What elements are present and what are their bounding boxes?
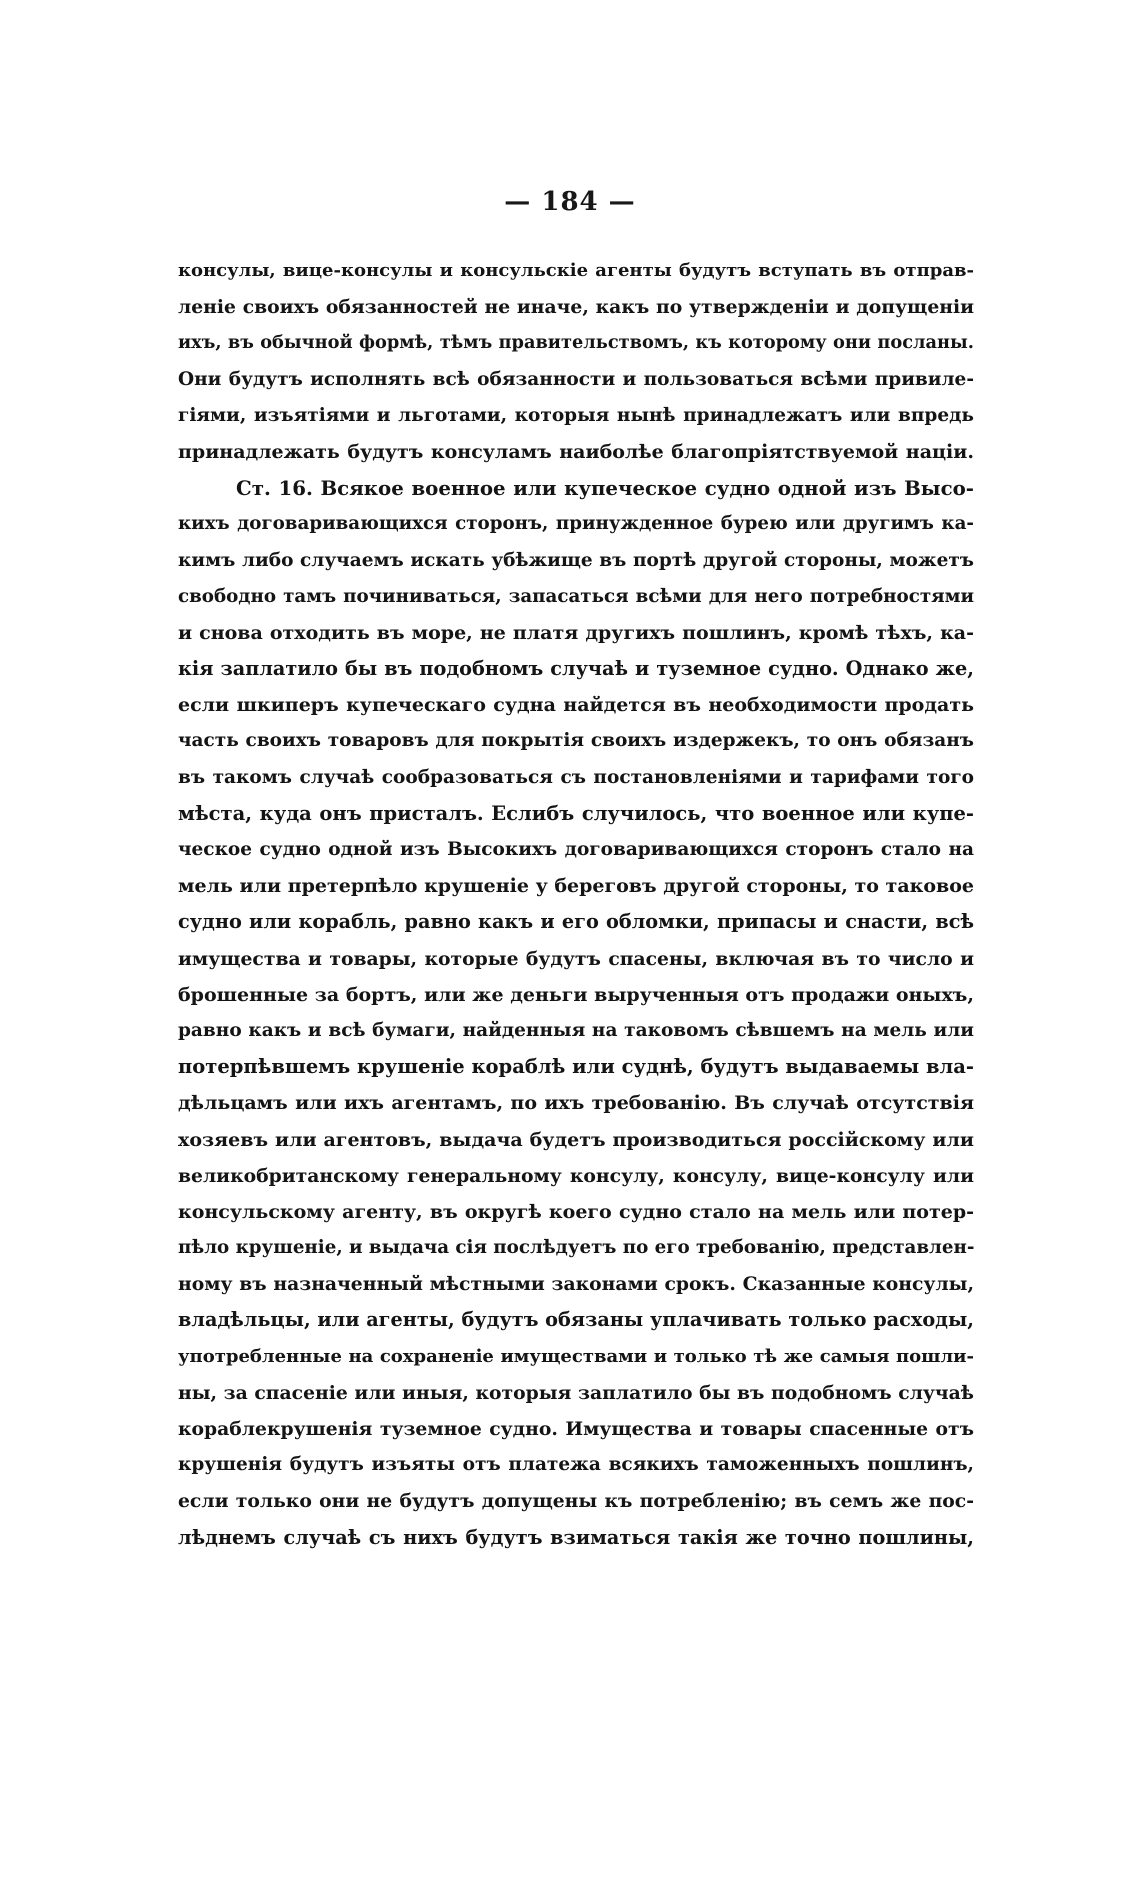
text-line: консулы, вице-консулы и консульскіе агенты будутъ вступать въ отправ- <box>178 260 974 281</box>
text-line: кораблекрушенія туземное судно. Имущества и товары спасенные отъ <box>178 1418 974 1440</box>
text-line: въ такомъ случаѣ сообразоваться съ постановленіями и тарифами того <box>178 766 974 788</box>
text-line: если только они не будутъ допущены къ потребленію; въ семъ же пос- <box>178 1490 974 1513</box>
text-line: ихъ, въ обычной формѣ, тѣмъ правительствомъ, къ которому они посланы. <box>178 332 974 354</box>
text-line: употребленные на сохраненіе имуществами и только тѣ же самыя пошли- <box>178 1345 974 1367</box>
text-line: брошенные за бортъ, или же деньги вырученныя отъ продажи оныхъ, <box>178 983 974 1006</box>
text-line: гіями, изъятіями и льготами, которыя нынѣ принадлежатъ или впредь <box>178 404 974 426</box>
text-line: кія заплатило бы въ подобномъ случаѣ и туземное судно. Однако же, <box>178 657 974 681</box>
text-line: пѣло крушеніе, и выдача сія послѣдуетъ по его требованію, представлен- <box>178 1237 974 1259</box>
text-line: мель или претерпѣло крушеніе у береговъ другой стороны, то таковое <box>178 875 974 898</box>
text-line: свободно тамъ починиваться, запасаться всѣми для него потребностями <box>178 585 974 607</box>
text-line: равно какъ и всѣ бумаги, найденныя на таковомъ сѣвшемъ на мель или <box>178 1019 974 1041</box>
text-line: консульскому агенту, въ округѣ коего судно стало на мель или потер- <box>178 1200 974 1223</box>
text-line: крушенія будутъ изъяты отъ платежа всякихъ таможенныхъ пошлинъ, <box>178 1454 974 1476</box>
text-line: хозяевъ или агентовъ, выдача будетъ производиться россійскому или <box>178 1128 974 1151</box>
text-line: мѣста, куда онъ присталъ. Еслибъ случилось, что военное или купе- <box>178 801 974 825</box>
text-line: Они будутъ исполнять всѣ обязанности и пользоваться всѣми привиле- <box>178 368 974 390</box>
text-line: кихъ договаривающихся сторонъ, принужденное бурею или другимъ ка- <box>178 513 974 535</box>
text-line: владѣльцы, или агенты, будутъ обязаны уплачивать только расходы, <box>178 1308 974 1332</box>
text-line: и снова отходить въ море, не платя другихъ пошлинъ, кромѣ тѣхъ, ка- <box>178 621 974 644</box>
text-line: Ст. 16. Всякое военное или купеческое судно одной изъ Высо- <box>236 476 974 501</box>
text-line: лѣднемъ случаѣ съ нихъ будутъ взиматься такія же точно пошлины, <box>178 1525 974 1549</box>
text-line: дѣльцамъ или ихъ агентамъ, по ихъ требованію. Въ случаѣ отсутствія <box>178 1092 974 1115</box>
text-line: имущества и товары, которые будутъ спасены, включая въ то число и <box>178 947 974 970</box>
text-line: ны, за спасеніе или иныя, которыя заплатило бы въ подобномъ случаѣ <box>178 1381 974 1404</box>
text-line: судно или корабль, равно какъ и его обломки, припасы и снасти, всѣ <box>178 910 974 934</box>
body-text <box>178 253 974 1556</box>
text-line: кимъ либо случаемъ искать убѣжище въ портѣ другой стороны, можетъ <box>178 549 974 571</box>
text-line: если шкиперъ купеческаго судна найдется въ необходимости продать <box>178 694 974 717</box>
text-line: леніе своихъ обязанностей не иначе, какъ по утвержденіи и допущеніи <box>178 296 974 319</box>
page-number: — 184 — <box>504 187 636 217</box>
text-line: ческое судно одной изъ Высокихъ договаривающихся сторонъ стало на <box>178 839 974 860</box>
text-line: великобританскому генеральному консулу, консулу, вице-консулу или <box>178 1164 974 1187</box>
text-line: часть своихъ товаровъ для покрытія своихъ издержекъ, то онъ обязанъ <box>178 730 974 752</box>
text-line: принадлежать будутъ консуламъ наиболѣе благопріятствуемой націи. <box>178 440 974 463</box>
text-line: потерпѣвшемъ крушеніе кораблѣ или суднѣ, будутъ выдаваемы вла- <box>178 1055 974 1079</box>
text-line: ному въ назначенный мѣстными законами срокъ. Сказанные консулы, <box>178 1273 974 1296</box>
